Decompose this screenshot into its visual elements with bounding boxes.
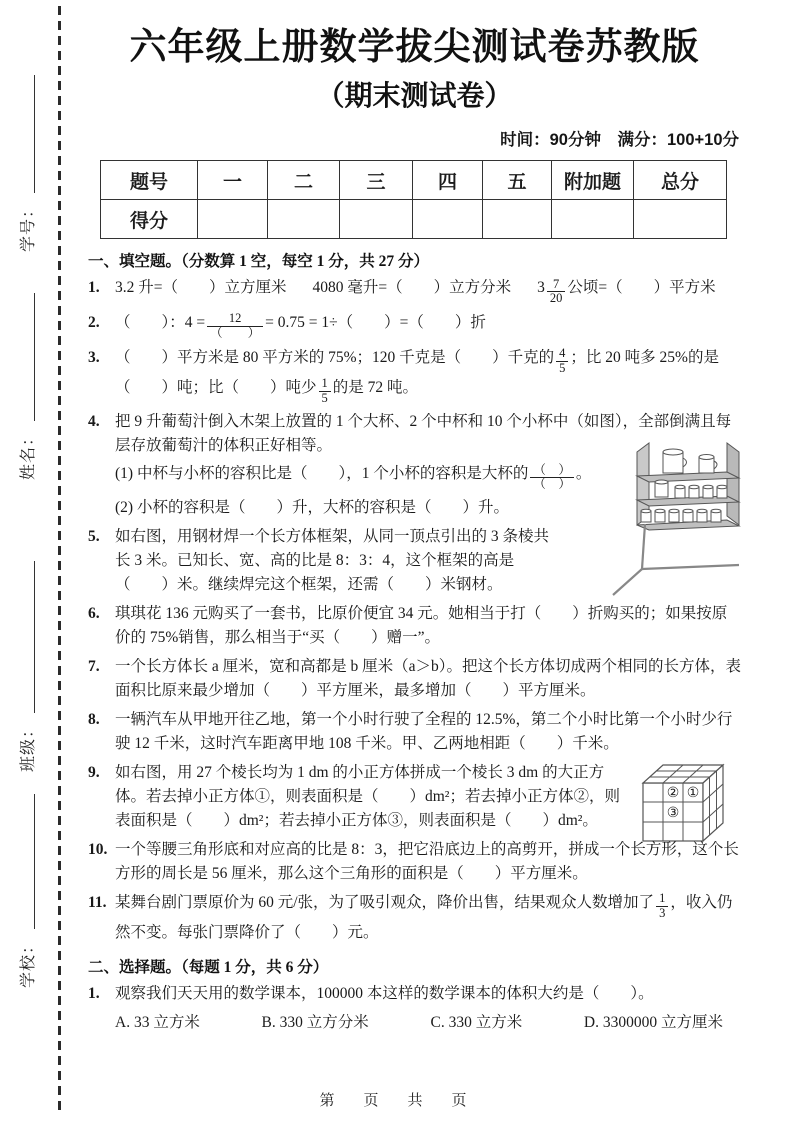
- cube-label-2: ②: [666, 786, 680, 801]
- question-6-number: 6.: [88, 605, 100, 622]
- cup-shelf-figure: [631, 438, 745, 532]
- q6-text: 琪琪花 136 元购买了一套书，比原价便宜 34 元。她相当于打（ ）折购买的；如果按原价的 75%销售，那么相当于“买（ ）赠一”。: [115, 605, 728, 646]
- seal-dashed-line: [58, 6, 61, 1110]
- question-1-number: 1.: [88, 279, 100, 297]
- student-id-label: 学号：: [20, 200, 37, 252]
- score-cell: [268, 200, 340, 239]
- q10-text: 一个等腰三角形底和对应高的比是 8：3，把它沿底边上的高剪开，拼成一个长方形，这个长方形的周长是 56 厘米，那么这个三角形的面积是（ ）平方厘米。: [115, 841, 739, 882]
- q3-seg2: ；比 20 吨多 25%的是（ ）吨；比（ ）吨少: [115, 348, 719, 396]
- q7-text: 一个长方体长 a 厘米，宽和高都是 b 厘米（a＞b）。把这个长方体切成两个相同的长方体，表面积比原来最少增加（ ）平方厘米，最多增加（ ）平方厘米。: [115, 658, 742, 699]
- col-part-2: 二: [268, 161, 340, 200]
- score-cell: [198, 200, 268, 239]
- cube-label-3: ③: [666, 806, 680, 821]
- col-question-no: 题号: [101, 161, 198, 200]
- exam-time-score: 时间：90分钟 满分：100+10分: [500, 131, 739, 150]
- class-field: [15, 561, 38, 772]
- student-name-label: 姓名：: [20, 428, 37, 480]
- question-9: [88, 761, 741, 833]
- option-b: B. 330 立方分米: [261, 1013, 369, 1031]
- q3-fraction-1: $\frac{4}{5}$: [556, 347, 568, 376]
- choice-question-1: [88, 982, 741, 1006]
- col-part-3: 三: [340, 161, 413, 200]
- school-label: 学校：: [20, 936, 37, 988]
- question-2: [88, 311, 741, 341]
- score-cell: [413, 200, 483, 239]
- cube-label-1: ①: [686, 786, 700, 801]
- score-table: [100, 160, 727, 239]
- cuboid-edges-figure: [587, 521, 747, 599]
- q11-seg1: 某舞台剧门票原价为 60 元/张，为了吸引观众，降价出售，结果观众人数增加了: [115, 894, 655, 911]
- choice-q1-text: 观察我们天天用的数学课本，100000 本这样的数学课本的体积大约是（ ）。: [115, 984, 654, 1002]
- student-name-field: [15, 293, 38, 480]
- page-title: 六年级上册数学拔尖测试卷苏教版: [129, 26, 700, 67]
- q3-seg1: （ ）平方米是 80 平方米的 75%；120 千克是（ ）千克的: [115, 348, 555, 366]
- score-cell: [340, 200, 413, 239]
- option-a: A. 33 立方米: [115, 1013, 200, 1031]
- q1-mixed-int: 3: [537, 279, 545, 297]
- choice-question-1-number: 1.: [88, 984, 100, 1002]
- option-d: D. 3300000 立方厘米: [583, 1013, 723, 1031]
- question-6: [88, 602, 741, 650]
- question-1: [88, 276, 741, 306]
- q2-fraction: $\frac{12}{( )}$: [207, 312, 263, 341]
- question-10: [88, 838, 741, 886]
- class-label: 班级：: [20, 720, 37, 772]
- score-cell: [552, 200, 634, 239]
- q11-seg2: ，收入仍然不变。每张门票降价了（ ）元。: [115, 894, 733, 941]
- col-part-1: 一: [198, 161, 268, 200]
- q1-seg1: 3.2 升=（ ）立方厘米: [115, 279, 287, 297]
- q4-blank-fraction: $\frac{( )}{( )}$: [530, 464, 574, 493]
- section-2-heading: 二、选择题。（每题 1 分，共 6 分）: [88, 958, 329, 976]
- page-footer: 第 页 共 页: [319, 1093, 474, 1109]
- question-4: [88, 410, 741, 520]
- option-c: C. 330 立方米: [430, 1013, 523, 1031]
- question-4-number: 4.: [88, 413, 100, 431]
- page-subtitle: （期末测试卷）: [316, 80, 513, 112]
- q4-text: 把 9 升葡萄汁倒入木架上放置的 1 个大杯、2 个中杯和 10 个小杯中（如图），全部倒满且每层存放葡萄汁的体积正好相等。: [115, 413, 732, 455]
- q11-fraction: $\frac{1}{3}$: [656, 892, 668, 921]
- exam-paper: [88, 0, 741, 1032]
- score-cell: [634, 200, 727, 239]
- q1-seg2: 4080 毫升=（ ）立方分米: [312, 279, 512, 297]
- choice-q1-options: [88, 1010, 741, 1032]
- student-id-field: [15, 75, 38, 252]
- col-bonus: 附加题: [552, 161, 634, 200]
- score-cell: [483, 200, 552, 239]
- school-blank-line: [34, 794, 35, 929]
- q2-seg2: = 0.75 = 1÷（ ）=（ ）折: [265, 314, 486, 331]
- col-total: 总分: [634, 161, 727, 200]
- question-10-number: 10.: [88, 841, 108, 858]
- student-name-blank-line: [34, 293, 35, 421]
- question-2-number: 2.: [88, 314, 100, 331]
- question-7-number: 7.: [88, 658, 100, 675]
- question-5-number: 5.: [88, 528, 100, 545]
- question-11-number: 11.: [88, 894, 107, 911]
- q1-seg3: 公顷=（ ）平方米: [567, 279, 716, 297]
- class-blank-line: [34, 561, 35, 713]
- student-id-blank-line: [34, 75, 35, 193]
- q1-fraction: $\frac{7}{20}$: [547, 278, 566, 307]
- col-part-4: 四: [413, 161, 483, 200]
- q5-text: 如右图，用钢材焊一个长方体框架，从同一顶点引出的 3 条棱共长 3 米。已知长、宽、高的比是 8：3：4，这个框架的高是（ ）米。继续焊完这个框架，还需（ ）米钢材。: [115, 528, 550, 593]
- question-8: [88, 708, 741, 756]
- q2-seg1: （ ）：4 =: [115, 314, 206, 331]
- question-8-number: 8.: [88, 711, 100, 728]
- score-table-header-row: [101, 161, 727, 200]
- score-row-label: 得分: [101, 200, 198, 239]
- col-part-5: 五: [483, 161, 552, 200]
- question-7: [88, 655, 741, 703]
- question-11: [88, 891, 741, 945]
- question-9-number: 9.: [88, 764, 100, 781]
- school-field: [15, 794, 38, 988]
- cube-figure: [639, 759, 743, 843]
- score-table-score-row: [101, 200, 727, 239]
- question-3-number: 3.: [88, 348, 100, 366]
- q8-text: 一辆汽车从甲地开往乙地，第一个小时行驶了全程的 12.5%，第二个小时比第一个小时少行驶 12 千米，这时汽车距离甲地 108 千米。甲、乙两地相距（ ）千米。: [115, 711, 733, 752]
- question-3: [88, 346, 741, 406]
- q9-text: 如右图，用 27 个棱长均为 1 dm 的小正方体拼成一个棱长 3 dm 的大正方体。若去掉小正方体①，则表面积是（ ）dm²；若去掉小正方体②，则表面积是（ ）dm²；若去掉小正方体③，则表面积是（ ）dm²。: [115, 764, 620, 829]
- q3-seg3: 的是 72 吨。: [332, 378, 419, 396]
- q4-sub2: (2) 小杯的容积是（ ）升，大杯的容积是（ ）升。: [115, 499, 509, 516]
- section-1-heading: 一、填空题。（分数算 1 空，每空 1 分，共 27 分）: [88, 253, 430, 271]
- q4-sub1: (1) 中杯与小杯的容积比是（ ），1 个小杯的容积是大杯的 $\frac{( )}{( )}$ 。: [115, 462, 592, 492]
- q3-fraction-2: $\frac{1}{5}$: [319, 377, 331, 406]
- question-5: [88, 525, 741, 597]
